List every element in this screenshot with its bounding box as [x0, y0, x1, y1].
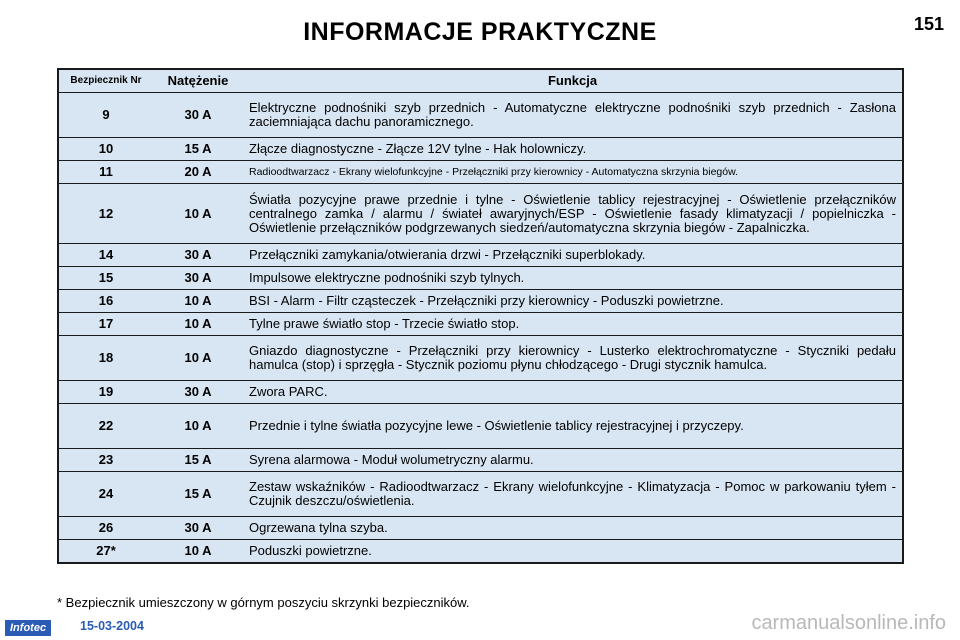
fuse-amperage: 30 A [153, 93, 243, 138]
table-row [58, 244, 903, 267]
table-row [58, 517, 903, 540]
fuse-amperage: 15 A [153, 138, 243, 161]
table-row [58, 267, 903, 290]
table-row [58, 138, 903, 161]
table-row [58, 449, 903, 472]
table-row [58, 161, 903, 184]
fuse-amperage: 30 A [153, 267, 243, 290]
fuse-number: 23 [58, 449, 153, 472]
fuse-number: 18 [58, 336, 153, 381]
fuse-amperage: 15 A [153, 472, 243, 517]
fuse-number: 10 [58, 138, 153, 161]
fuse-function: BSI - Alarm - Filtr cząsteczek - Przełączniki przy kierownicy - Poduszki powietrzne. [243, 290, 903, 313]
table-row [58, 472, 903, 517]
fuse-number: 22 [58, 404, 153, 449]
fuse-number: 9 [58, 93, 153, 138]
column-header-fuse-nr: Bezpiecznik Nr [58, 69, 153, 93]
fuse-number: 27* [58, 540, 153, 563]
table-row [58, 381, 903, 404]
fuse-function: Światła pozycyjne prawe przednie i tylne - Oświetlenie tablicy rejestracyjnej - Oświetlenie przełączników centralnego zamka / alarmu / świateł awaryjnych/ESP - Oświetlenie fasady klimatyzacji / popielniczka - Oświetlenie przełączników podgrzewanych siedzeń/automatyczna skrzynia biegów - Zapalniczka. [243, 184, 903, 244]
fuse-number: 19 [58, 381, 153, 404]
fuse-table [57, 68, 904, 564]
infotec-logo: Infotec [5, 620, 51, 636]
fuse-function: Zestaw wskaźników - Radioodtwarzacz - Ekrany wielofunkcyjne - Klimatyzacja - Pomoc w parkowaniu tyłem - Czujnik deszczu/oświetlenia. [243, 472, 903, 517]
print-date: 15-03-2004 [80, 619, 144, 633]
fuse-amperage: 10 A [153, 540, 243, 563]
fuse-function: Poduszki powietrzne. [243, 540, 903, 563]
fuse-amperage: 10 A [153, 290, 243, 313]
fuse-amperage: 10 A [153, 184, 243, 244]
column-header-amperage: Natężenie [153, 69, 243, 93]
fuse-function: Impulsowe elektryczne podnośniki szyb tylnych. [243, 267, 903, 290]
fuse-amperage: 10 A [153, 404, 243, 449]
fuse-number: 24 [58, 472, 153, 517]
fuse-function: Przełączniki zamykania/otwierania drzwi - Przełączniki superblokady. [243, 244, 903, 267]
fuse-amperage: 10 A [153, 313, 243, 336]
page-title: INFORMACJE PRAKTYCZNE [303, 18, 657, 46]
fuse-function: Złącze diagnostyczne - Złącze 12V tylne - Hak holowniczy. [243, 138, 903, 161]
fuse-function: Syrena alarmowa - Moduł wolumetryczny alarmu. [243, 449, 903, 472]
watermark: carmanualsonline.info [751, 612, 946, 634]
fuse-amperage: 30 A [153, 381, 243, 404]
fuse-function: Radioodtwarzacz - Ekrany wielofunkcyjne - Przełączniki przy kierownicy - Automatyczna skrzynia biegów. [243, 161, 903, 184]
table-header-row [58, 69, 903, 93]
fuse-number: 16 [58, 290, 153, 313]
table-row [58, 184, 903, 244]
fuse-function: Tylne prawe światło stop - Trzecie światło stop. [243, 313, 903, 336]
fuse-number: 26 [58, 517, 153, 540]
table-row [58, 93, 903, 138]
fuse-number: 12 [58, 184, 153, 244]
fuse-number: 14 [58, 244, 153, 267]
table-row [58, 540, 903, 563]
column-header-function: Funkcja [243, 69, 903, 93]
fuse-function: Zwora PARC. [243, 381, 903, 404]
table-row [58, 313, 903, 336]
fuse-amperage: 20 A [153, 161, 243, 184]
page-number: 151 [913, 14, 944, 34]
table-row [58, 404, 903, 449]
fuse-number: 17 [58, 313, 153, 336]
fuse-amperage: 30 A [153, 517, 243, 540]
table-row [58, 290, 903, 313]
fuse-number: 15 [58, 267, 153, 290]
fuse-function: Przednie i tylne światła pozycyjne lewe - Oświetlenie tablicy rejestracyjnej i przyczepy. [243, 404, 903, 449]
footnote: * Bezpiecznik umieszczony w górnym poszyciu skrzynki bezpieczników. [57, 595, 470, 610]
fuse-function: Ogrzewana tylna szyba. [243, 517, 903, 540]
fuse-amperage: 15 A [153, 449, 243, 472]
fuse-amperage: 30 A [153, 244, 243, 267]
fuse-function: Gniazdo diagnostyczne - Przełączniki przy kierownicy - Lusterko elektrochromatyczne - Styczniki pedału hamulca (stop) i sprzęgła - Stycznik poziomu płynu chłodzącego - Drugi stycznik hamulca. [243, 336, 903, 381]
fuse-amperage: 10 A [153, 336, 243, 381]
table-row [58, 336, 903, 381]
fuse-number: 11 [58, 161, 153, 184]
fuse-function: Elektryczne podnośniki szyb przednich - Automatyczne elektryczne podnośniki szyb przednich - Zasłona zaciemniająca dachu panoramicznego. [243, 93, 903, 138]
